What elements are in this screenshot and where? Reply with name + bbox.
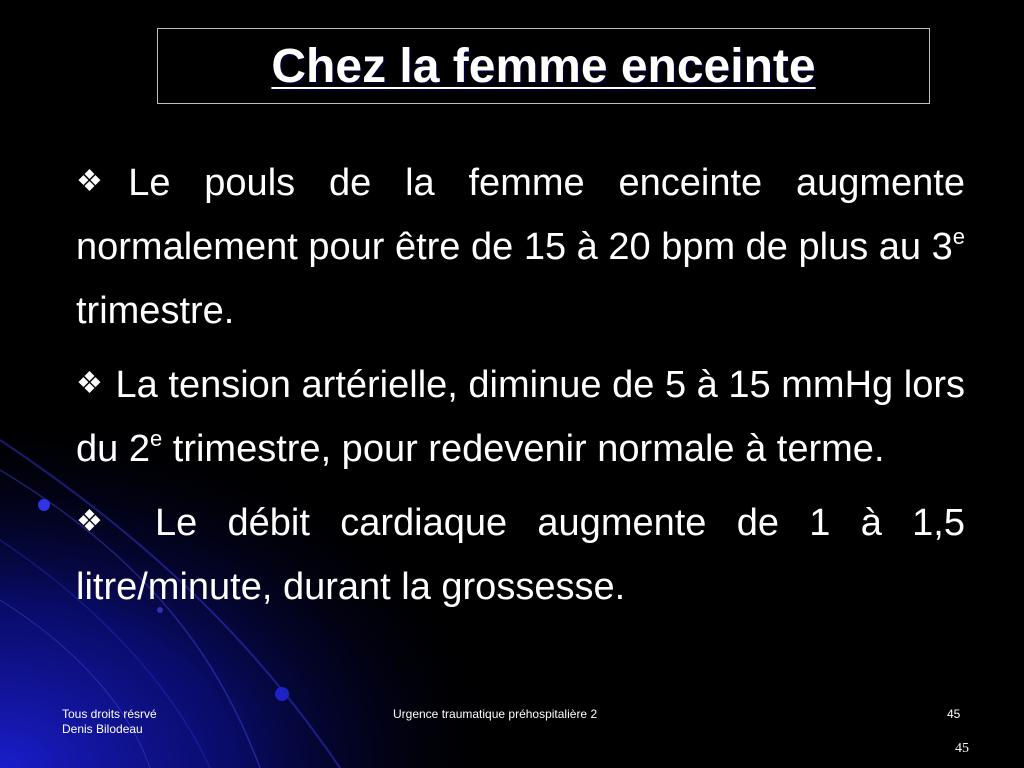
slide-content bbox=[76, 150, 965, 628]
footer-rights: Tous droits résrvé bbox=[62, 707, 157, 721]
slide-title: Chez la femme enceinte bbox=[271, 39, 816, 93]
bullet-2-superscript: e bbox=[149, 426, 163, 451]
diamond-bullet-icon: ❖ bbox=[76, 367, 103, 400]
diamond-bullet-icon: ❖ bbox=[76, 505, 123, 538]
diamond-bullet-icon: ❖ bbox=[76, 165, 127, 198]
footer-copyright bbox=[62, 707, 157, 737]
slide-number: 45 bbox=[955, 741, 969, 756]
footer-page-number: 45 bbox=[947, 707, 961, 721]
bullet-3-text: Le débit cardiaque augmente de 1 à 1,5 litre/minute, durant la grossesse. bbox=[76, 502, 965, 608]
title-box bbox=[157, 28, 930, 104]
bullet-1-text-end: trimestre. bbox=[76, 290, 235, 332]
bullet-2 bbox=[76, 352, 965, 481]
bullet-1-superscript: e bbox=[952, 224, 965, 249]
bullet-1-text: Le pouls de la femme enceinte augmente normalement pour être de 15 à 20 bpm de plus au 3 bbox=[76, 162, 965, 268]
footer-course-title: Urgence traumatique préhospitalière 2 bbox=[393, 707, 598, 721]
bullet-2-text: La tension artérielle, diminue de 5 à 15 mmHg lors du 2 bbox=[76, 364, 965, 470]
footer-author: Denis Bilodeau bbox=[62, 722, 143, 736]
bullet-2-text-end: trimestre, pour redevenir normale à terme. bbox=[162, 428, 885, 470]
bullet-3 bbox=[76, 490, 965, 619]
bullet-1 bbox=[76, 150, 965, 343]
